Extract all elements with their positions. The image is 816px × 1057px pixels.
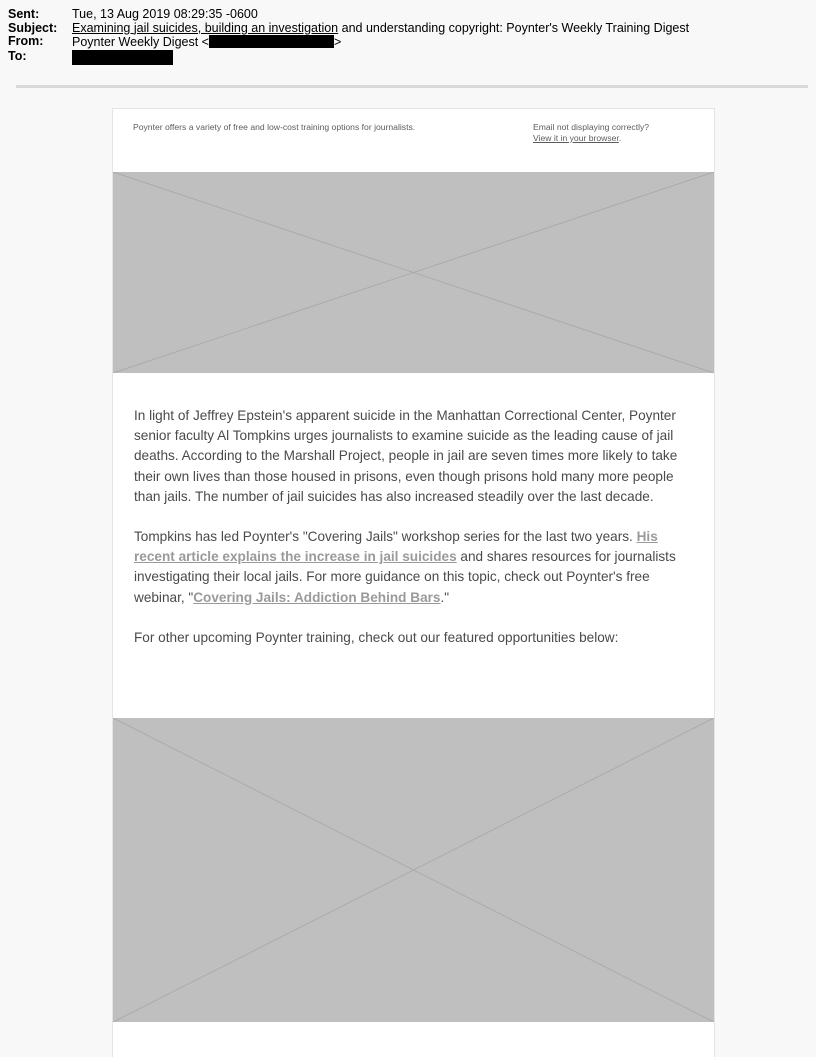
from-label: From: [8,34,44,48]
email-card [112,108,715,1057]
redacted-email [209,35,334,48]
sent-row [8,8,689,22]
paragraph-2c: ." [440,589,450,605]
broken-image-icon [113,718,714,1022]
paragraph-upcoming: For other upcoming Poynter training, check out our featured opportunities below: [134,629,619,645]
header-divider [16,85,808,88]
subject-value [72,22,689,36]
hero-image-placeholder [113,172,714,373]
sent-value: Tue, 13 Aug 2019 08:29:35 -0600 [72,7,258,21]
subject-row [8,22,689,36]
sent-label: Sent: [8,7,40,21]
paragraph-2b: and shares resources for journalists investigating their local jails. For more guidance on this topic, check out Poynter's free webinar, " [134,549,676,605]
browser-link-period: . [618,133,622,143]
preheader [113,109,714,172]
to-label: To: [8,48,27,63]
featured-image-placeholder [113,718,714,1022]
paragraph-tompkins [134,527,699,608]
email-headers [8,8,689,65]
paragraph-intro: In light of Jeffrey Epstein's apparent suicide in the Manhattan Correctional Center, Poynter senior faculty Al Tompkins urges journalists to examine suicide as the leading cause of jail deaths. According to the Marshall Project, people in jail are seven times more likely to take their own lives than those housed in prisons, even though prisons hold many more people than jails. The number of jail suicides has also increased steadily over the last decade. [134,408,678,504]
from-row [8,35,689,50]
preheader-text: Poynter offers a variety of free and low-cost training options for journalists. [133,122,416,132]
subject-label: Subject: [8,20,58,35]
article-body [134,406,699,668]
redacted-recipient [72,50,173,65]
subject-rest: and understanding copyright: Poynter's Weekly Training Digest [338,20,690,35]
subject-underlined: Examining jail suicides, building an investigation [72,20,339,35]
from-close: > [333,35,342,49]
view-in-browser-link[interactable]: View it in your browser [533,133,619,143]
webinar-link[interactable]: Covering Jails: Addiction Behind Bars [193,589,441,605]
jail-suicides-article-link[interactable]: His recent article explains the increase in jail suicides [134,529,658,565]
from-name: Poynter Weekly Digest < [72,35,209,49]
broken-image-icon [113,172,714,373]
view-in-browser [533,122,649,144]
browser-link-line [533,133,649,144]
to-row [8,50,689,65]
from-value [72,35,341,50]
display-question: Email not displaying correctly? [533,122,650,132]
paragraph-2a: Tompkins has led Poynter's "Covering Jails" workshop series for the last two years. [134,529,637,545]
